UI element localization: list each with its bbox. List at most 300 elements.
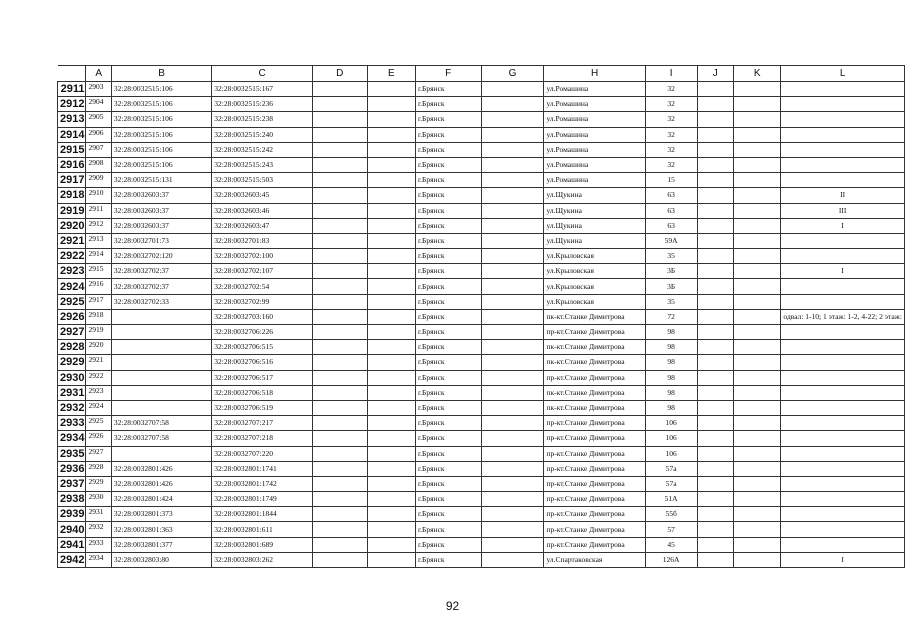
cell-b[interactable]: 32:28:0032801:426 xyxy=(111,461,211,476)
cell-a[interactable]: 2905 xyxy=(86,112,111,127)
cell-d[interactable] xyxy=(312,127,367,142)
cell-e[interactable] xyxy=(367,218,415,233)
cell-a[interactable]: 2918 xyxy=(86,309,111,324)
cell-h[interactable]: ул.Крыловская xyxy=(544,264,645,279)
column-header-k[interactable]: K xyxy=(733,66,780,82)
cell-d[interactable] xyxy=(312,340,367,355)
cell-a[interactable]: 2909 xyxy=(86,173,111,188)
row-number[interactable]: 2916 xyxy=(58,157,86,172)
row-number[interactable]: 2914 xyxy=(58,127,86,142)
cell-g[interactable] xyxy=(481,157,544,172)
cell-k[interactable] xyxy=(733,400,780,415)
cell-l[interactable] xyxy=(781,385,905,400)
cell-b[interactable]: 32:28:0032707:58 xyxy=(111,416,211,431)
row-number[interactable]: 2911 xyxy=(58,82,86,97)
cell-c[interactable]: 32:28:0032706:515 xyxy=(212,340,313,355)
cell-b[interactable]: 32:28:0032701:73 xyxy=(111,233,211,248)
cell-d[interactable] xyxy=(312,249,367,264)
cell-e[interactable] xyxy=(367,385,415,400)
cell-k[interactable] xyxy=(733,279,780,294)
cell-a[interactable]: 2926 xyxy=(86,431,111,446)
cell-c[interactable]: 32:28:0032803:262 xyxy=(212,552,313,567)
cell-j[interactable] xyxy=(697,446,733,461)
cell-c[interactable]: 32:28:0032706:226 xyxy=(212,325,313,340)
cell-e[interactable] xyxy=(367,355,415,370)
cell-j[interactable] xyxy=(697,279,733,294)
cell-g[interactable] xyxy=(481,400,544,415)
column-header-e[interactable]: E xyxy=(367,66,415,82)
cell-l[interactable]: I xyxy=(781,218,905,233)
cell-l[interactable] xyxy=(781,294,905,309)
cell-d[interactable] xyxy=(312,142,367,157)
cell-l[interactable]: одвал: 1-10; 1 этаж: 1-2, 4-22; 2 этаж: xyxy=(781,309,905,324)
cell-a[interactable]: 2910 xyxy=(86,188,111,203)
row-number[interactable]: 2912 xyxy=(58,97,86,112)
cell-e[interactable] xyxy=(367,370,415,385)
column-header-h[interactable]: H xyxy=(544,66,645,82)
cell-k[interactable] xyxy=(733,431,780,446)
cell-h[interactable]: пк-кт.Станке Димитрова xyxy=(544,340,645,355)
row-number[interactable]: 2929 xyxy=(58,355,86,370)
cell-k[interactable] xyxy=(733,97,780,112)
cell-k[interactable] xyxy=(733,142,780,157)
cell-g[interactable] xyxy=(481,552,544,567)
cell-c[interactable]: 32:28:0032603:45 xyxy=(212,188,313,203)
cell-a[interactable]: 2911 xyxy=(86,203,111,218)
cell-i[interactable]: 57а xyxy=(645,476,697,491)
cell-i[interactable]: 35 xyxy=(645,249,697,264)
cell-d[interactable] xyxy=(312,355,367,370)
cell-j[interactable] xyxy=(697,249,733,264)
cell-a[interactable]: 2903 xyxy=(86,82,111,97)
cell-g[interactable] xyxy=(481,476,544,491)
cell-b[interactable]: 32:28:0032707:58 xyxy=(111,431,211,446)
cell-a[interactable]: 2908 xyxy=(86,157,111,172)
cell-h[interactable]: пр-кт.Станке Димитрова xyxy=(544,431,645,446)
cell-h[interactable]: ул.Крыловская xyxy=(544,249,645,264)
cell-c[interactable]: 32:28:0032707:220 xyxy=(212,446,313,461)
cell-j[interactable] xyxy=(697,416,733,431)
cell-b[interactable]: 32:28:0032515:106 xyxy=(111,97,211,112)
cell-f[interactable]: г.Брянск xyxy=(415,552,481,567)
column-header-b[interactable]: B xyxy=(111,66,211,82)
row-number[interactable]: 2921 xyxy=(58,233,86,248)
cell-k[interactable] xyxy=(733,203,780,218)
cell-c[interactable]: 32:28:0032801:1844 xyxy=(212,507,313,522)
cell-j[interactable] xyxy=(697,188,733,203)
column-header-g[interactable]: G xyxy=(481,66,544,82)
cell-a[interactable]: 2929 xyxy=(86,476,111,491)
cell-k[interactable] xyxy=(733,233,780,248)
cell-c[interactable]: 32:28:0032603:47 xyxy=(212,218,313,233)
cell-h[interactable]: пр-кт.Станке Димитрова xyxy=(544,446,645,461)
cell-l[interactable]: II xyxy=(781,188,905,203)
cell-l[interactable] xyxy=(781,340,905,355)
cell-f[interactable]: г.Брянск xyxy=(415,127,481,142)
cell-i[interactable]: 35 xyxy=(645,294,697,309)
cell-d[interactable] xyxy=(312,507,367,522)
cell-f[interactable]: г.Брянск xyxy=(415,492,481,507)
cell-f[interactable]: г.Брянск xyxy=(415,157,481,172)
cell-l[interactable] xyxy=(781,249,905,264)
cell-l[interactable] xyxy=(781,431,905,446)
cell-l[interactable] xyxy=(781,400,905,415)
row-number[interactable]: 2926 xyxy=(58,309,86,324)
cell-e[interactable] xyxy=(367,461,415,476)
cell-c[interactable]: 32:28:0032703:160 xyxy=(212,309,313,324)
cell-i[interactable]: 3Б xyxy=(645,279,697,294)
cell-e[interactable] xyxy=(367,340,415,355)
cell-k[interactable] xyxy=(733,249,780,264)
cell-b[interactable]: 32:28:0032515:106 xyxy=(111,157,211,172)
cell-k[interactable] xyxy=(733,340,780,355)
row-number[interactable]: 2919 xyxy=(58,203,86,218)
cell-i[interactable]: 106 xyxy=(645,446,697,461)
cell-d[interactable] xyxy=(312,294,367,309)
cell-l[interactable] xyxy=(781,97,905,112)
cell-h[interactable]: ул.Ромашина xyxy=(544,82,645,97)
cell-g[interactable] xyxy=(481,173,544,188)
cell-i[interactable]: 57 xyxy=(645,522,697,537)
column-header-a[interactable]: A xyxy=(86,66,111,82)
column-header-l[interactable]: L xyxy=(781,66,905,82)
cell-f[interactable]: г.Брянск xyxy=(415,416,481,431)
cell-h[interactable]: пр-кт.Станке Димитрова xyxy=(544,461,645,476)
cell-c[interactable]: 32:28:0032515:167 xyxy=(212,82,313,97)
cell-h[interactable]: пр-кт.Станке Димитрова xyxy=(544,507,645,522)
cell-c[interactable]: 32:28:0032707:217 xyxy=(212,416,313,431)
cell-h[interactable]: ул.Щукина xyxy=(544,218,645,233)
row-number[interactable]: 2935 xyxy=(58,446,86,461)
cell-g[interactable] xyxy=(481,370,544,385)
cell-g[interactable] xyxy=(481,340,544,355)
cell-f[interactable]: г.Брянск xyxy=(415,249,481,264)
cell-l[interactable] xyxy=(781,416,905,431)
cell-b[interactable]: 32:28:0032603:37 xyxy=(111,218,211,233)
cell-f[interactable]: г.Брянск xyxy=(415,233,481,248)
cell-k[interactable] xyxy=(733,522,780,537)
cell-d[interactable] xyxy=(312,416,367,431)
cell-h[interactable]: пр-кт.Станке Димитрова xyxy=(544,522,645,537)
row-number[interactable]: 2923 xyxy=(58,264,86,279)
cell-f[interactable]: г.Брянск xyxy=(415,400,481,415)
cell-i[interactable]: 98 xyxy=(645,370,697,385)
row-number[interactable]: 2930 xyxy=(58,370,86,385)
cell-g[interactable] xyxy=(481,203,544,218)
cell-k[interactable] xyxy=(733,127,780,142)
cell-d[interactable] xyxy=(312,400,367,415)
cell-e[interactable] xyxy=(367,446,415,461)
cell-f[interactable]: г.Брянск xyxy=(415,340,481,355)
row-number[interactable]: 2940 xyxy=(58,522,86,537)
cell-g[interactable] xyxy=(481,325,544,340)
cell-h[interactable]: ул.Спартаковская xyxy=(544,552,645,567)
cell-b[interactable]: 32:28:0032803:80 xyxy=(111,552,211,567)
cell-d[interactable] xyxy=(312,370,367,385)
cell-i[interactable]: 98 xyxy=(645,400,697,415)
cell-a[interactable]: 2931 xyxy=(86,507,111,522)
cell-e[interactable] xyxy=(367,142,415,157)
cell-b[interactable]: 32:28:0032515:131 xyxy=(111,173,211,188)
cell-i[interactable]: 98 xyxy=(645,325,697,340)
cell-j[interactable] xyxy=(697,309,733,324)
cell-i[interactable]: 15 xyxy=(645,173,697,188)
row-number[interactable]: 2918 xyxy=(58,188,86,203)
cell-l[interactable] xyxy=(781,537,905,552)
cell-j[interactable] xyxy=(697,233,733,248)
cell-a[interactable]: 2934 xyxy=(86,552,111,567)
cell-i[interactable]: 32 xyxy=(645,97,697,112)
cell-e[interactable] xyxy=(367,522,415,537)
cell-k[interactable] xyxy=(733,355,780,370)
cell-k[interactable] xyxy=(733,507,780,522)
row-number[interactable]: 2920 xyxy=(58,218,86,233)
cell-b[interactable] xyxy=(111,446,211,461)
row-number[interactable]: 2931 xyxy=(58,385,86,400)
cell-k[interactable] xyxy=(733,476,780,491)
cell-g[interactable] xyxy=(481,294,544,309)
cell-k[interactable] xyxy=(733,385,780,400)
cell-g[interactable] xyxy=(481,97,544,112)
cell-f[interactable]: г.Брянск xyxy=(415,309,481,324)
cell-d[interactable] xyxy=(312,279,367,294)
cell-b[interactable]: 32:28:0032515:106 xyxy=(111,112,211,127)
cell-h[interactable]: пк-кт.Станке Димитрова xyxy=(544,309,645,324)
cell-i[interactable]: 63 xyxy=(645,203,697,218)
cell-a[interactable]: 2914 xyxy=(86,249,111,264)
row-number[interactable]: 2938 xyxy=(58,492,86,507)
cell-g[interactable] xyxy=(481,507,544,522)
cell-j[interactable] xyxy=(697,507,733,522)
cell-b[interactable]: 32:28:0032515:106 xyxy=(111,142,211,157)
cell-e[interactable] xyxy=(367,188,415,203)
cell-f[interactable]: г.Брянск xyxy=(415,142,481,157)
cell-e[interactable] xyxy=(367,264,415,279)
cell-j[interactable] xyxy=(697,385,733,400)
cell-b[interactable] xyxy=(111,355,211,370)
cell-e[interactable] xyxy=(367,476,415,491)
cell-d[interactable] xyxy=(312,431,367,446)
cell-e[interactable] xyxy=(367,127,415,142)
cell-e[interactable] xyxy=(367,203,415,218)
cell-l[interactable] xyxy=(781,370,905,385)
cell-a[interactable]: 2922 xyxy=(86,370,111,385)
cell-g[interactable] xyxy=(481,233,544,248)
row-number[interactable]: 2934 xyxy=(58,431,86,446)
cell-j[interactable] xyxy=(697,370,733,385)
cell-j[interactable] xyxy=(697,218,733,233)
cell-e[interactable] xyxy=(367,537,415,552)
cell-i[interactable]: 106 xyxy=(645,416,697,431)
cell-k[interactable] xyxy=(733,157,780,172)
cell-g[interactable] xyxy=(481,188,544,203)
cell-i[interactable]: 32 xyxy=(645,82,697,97)
cell-a[interactable]: 2917 xyxy=(86,294,111,309)
cell-d[interactable] xyxy=(312,446,367,461)
cell-l[interactable] xyxy=(781,507,905,522)
cell-j[interactable] xyxy=(697,173,733,188)
row-number[interactable]: 2917 xyxy=(58,173,86,188)
cell-j[interactable] xyxy=(697,203,733,218)
cell-i[interactable]: 72 xyxy=(645,309,697,324)
cell-d[interactable] xyxy=(312,233,367,248)
row-number[interactable]: 2922 xyxy=(58,249,86,264)
cell-c[interactable]: 32:28:0032701:83 xyxy=(212,233,313,248)
cell-a[interactable]: 2924 xyxy=(86,400,111,415)
cell-j[interactable] xyxy=(697,112,733,127)
cell-i[interactable]: 55б xyxy=(645,507,697,522)
cell-g[interactable] xyxy=(481,492,544,507)
cell-j[interactable] xyxy=(697,355,733,370)
cell-g[interactable] xyxy=(481,82,544,97)
cell-i[interactable]: 57а xyxy=(645,461,697,476)
cell-b[interactable]: 32:28:0032801:424 xyxy=(111,492,211,507)
cell-e[interactable] xyxy=(367,552,415,567)
cell-a[interactable]: 2920 xyxy=(86,340,111,355)
cell-c[interactable]: 32:28:0032515:243 xyxy=(212,157,313,172)
cell-f[interactable]: г.Брянск xyxy=(415,173,481,188)
cell-e[interactable] xyxy=(367,97,415,112)
cell-a[interactable]: 2933 xyxy=(86,537,111,552)
cell-d[interactable] xyxy=(312,264,367,279)
cell-l[interactable] xyxy=(781,446,905,461)
row-number[interactable]: 2924 xyxy=(58,279,86,294)
cell-j[interactable] xyxy=(697,325,733,340)
cell-l[interactable]: III xyxy=(781,203,905,218)
cell-i[interactable]: 51А xyxy=(645,492,697,507)
cell-b[interactable] xyxy=(111,385,211,400)
row-number[interactable]: 2927 xyxy=(58,325,86,340)
cell-g[interactable] xyxy=(481,142,544,157)
cell-e[interactable] xyxy=(367,507,415,522)
cell-k[interactable] xyxy=(733,537,780,552)
cell-b[interactable]: 32:28:0032515:106 xyxy=(111,82,211,97)
cell-b[interactable]: 32:28:0032702:37 xyxy=(111,264,211,279)
cell-g[interactable] xyxy=(481,537,544,552)
cell-j[interactable] xyxy=(697,294,733,309)
cell-h[interactable]: пр-кт.Станке Димитрова xyxy=(544,537,645,552)
cell-j[interactable] xyxy=(697,157,733,172)
cell-f[interactable]: г.Брянск xyxy=(415,203,481,218)
column-header-d[interactable]: D xyxy=(312,66,367,82)
cell-j[interactable] xyxy=(697,522,733,537)
cell-b[interactable]: 32:28:0032515:106 xyxy=(111,127,211,142)
cell-j[interactable] xyxy=(697,552,733,567)
cell-i[interactable]: 59А xyxy=(645,233,697,248)
row-number[interactable]: 2913 xyxy=(58,112,86,127)
cell-h[interactable]: ул.Ромашина xyxy=(544,142,645,157)
cell-a[interactable]: 2907 xyxy=(86,142,111,157)
cell-i[interactable]: 32 xyxy=(645,157,697,172)
cell-g[interactable] xyxy=(481,461,544,476)
cell-g[interactable] xyxy=(481,112,544,127)
cell-c[interactable]: 32:28:0032706:518 xyxy=(212,385,313,400)
cell-a[interactable]: 2932 xyxy=(86,522,111,537)
cell-a[interactable]: 2913 xyxy=(86,233,111,248)
cell-e[interactable] xyxy=(367,309,415,324)
cell-i[interactable]: 126А xyxy=(645,552,697,567)
cell-d[interactable] xyxy=(312,309,367,324)
cell-d[interactable] xyxy=(312,537,367,552)
cell-c[interactable]: 32:28:0032515:240 xyxy=(212,127,313,142)
cell-g[interactable] xyxy=(481,385,544,400)
cell-h[interactable]: пк-кт.Станке Димитрова xyxy=(544,400,645,415)
cell-c[interactable]: 32:28:0032707:218 xyxy=(212,431,313,446)
cell-i[interactable]: 45 xyxy=(645,537,697,552)
cell-c[interactable]: 32:28:0032801:1749 xyxy=(212,492,313,507)
cell-g[interactable] xyxy=(481,431,544,446)
cell-b[interactable] xyxy=(111,309,211,324)
cell-i[interactable]: 63 xyxy=(645,218,697,233)
cell-c[interactable]: 32:28:0032515:503 xyxy=(212,173,313,188)
cell-a[interactable]: 2912 xyxy=(86,218,111,233)
cell-d[interactable] xyxy=(312,461,367,476)
cell-j[interactable] xyxy=(697,127,733,142)
cell-c[interactable]: 32:28:0032702:100 xyxy=(212,249,313,264)
cell-d[interactable] xyxy=(312,173,367,188)
cell-h[interactable]: ул.Ромашина xyxy=(544,173,645,188)
cell-i[interactable]: 32 xyxy=(645,127,697,142)
cell-j[interactable] xyxy=(697,537,733,552)
cell-f[interactable]: г.Брянск xyxy=(415,461,481,476)
row-number[interactable]: 2942 xyxy=(58,552,86,567)
cell-f[interactable]: г.Брянск xyxy=(415,507,481,522)
cell-e[interactable] xyxy=(367,294,415,309)
cell-g[interactable] xyxy=(481,355,544,370)
cell-a[interactable]: 2927 xyxy=(86,446,111,461)
cell-l[interactable] xyxy=(781,355,905,370)
cell-c[interactable]: 32:28:0032801:1742 xyxy=(212,476,313,491)
cell-g[interactable] xyxy=(481,416,544,431)
cell-g[interactable] xyxy=(481,522,544,537)
cell-f[interactable]: г.Брянск xyxy=(415,537,481,552)
cell-c[interactable]: 32:28:0032515:242 xyxy=(212,142,313,157)
cell-i[interactable]: 98 xyxy=(645,385,697,400)
row-number[interactable]: 2936 xyxy=(58,461,86,476)
cell-f[interactable]: г.Брянск xyxy=(415,431,481,446)
cell-d[interactable] xyxy=(312,476,367,491)
cell-h[interactable]: пр-кт.Станке Димитрова xyxy=(544,325,645,340)
cell-f[interactable]: г.Брянск xyxy=(415,522,481,537)
cell-e[interactable] xyxy=(367,279,415,294)
cell-e[interactable] xyxy=(367,416,415,431)
cell-e[interactable] xyxy=(367,157,415,172)
cell-l[interactable] xyxy=(781,522,905,537)
cell-d[interactable] xyxy=(312,385,367,400)
cell-a[interactable]: 2928 xyxy=(86,461,111,476)
cell-f[interactable]: г.Брянск xyxy=(415,97,481,112)
cell-f[interactable]: г.Брянск xyxy=(415,355,481,370)
row-number[interactable]: 2937 xyxy=(58,476,86,491)
cell-h[interactable]: пк-кт.Станке Димитрова xyxy=(544,385,645,400)
cell-e[interactable] xyxy=(367,431,415,446)
cell-k[interactable] xyxy=(733,461,780,476)
cell-a[interactable]: 2921 xyxy=(86,355,111,370)
cell-a[interactable]: 2916 xyxy=(86,279,111,294)
cell-h[interactable]: ул.Щукина xyxy=(544,233,645,248)
cell-c[interactable]: 32:28:0032702:107 xyxy=(212,264,313,279)
cell-e[interactable] xyxy=(367,400,415,415)
cell-b[interactable]: 32:28:0032801:426 xyxy=(111,476,211,491)
cell-a[interactable]: 2906 xyxy=(86,127,111,142)
cell-h[interactable]: пр-кт.Станке Димитрова xyxy=(544,416,645,431)
cell-j[interactable] xyxy=(697,142,733,157)
cell-b[interactable]: 32:28:0032702:120 xyxy=(111,249,211,264)
cell-c[interactable]: 32:28:0032603:46 xyxy=(212,203,313,218)
column-header-i[interactable]: I xyxy=(645,66,697,82)
cell-b[interactable] xyxy=(111,400,211,415)
cell-c[interactable]: 32:28:0032706:517 xyxy=(212,370,313,385)
